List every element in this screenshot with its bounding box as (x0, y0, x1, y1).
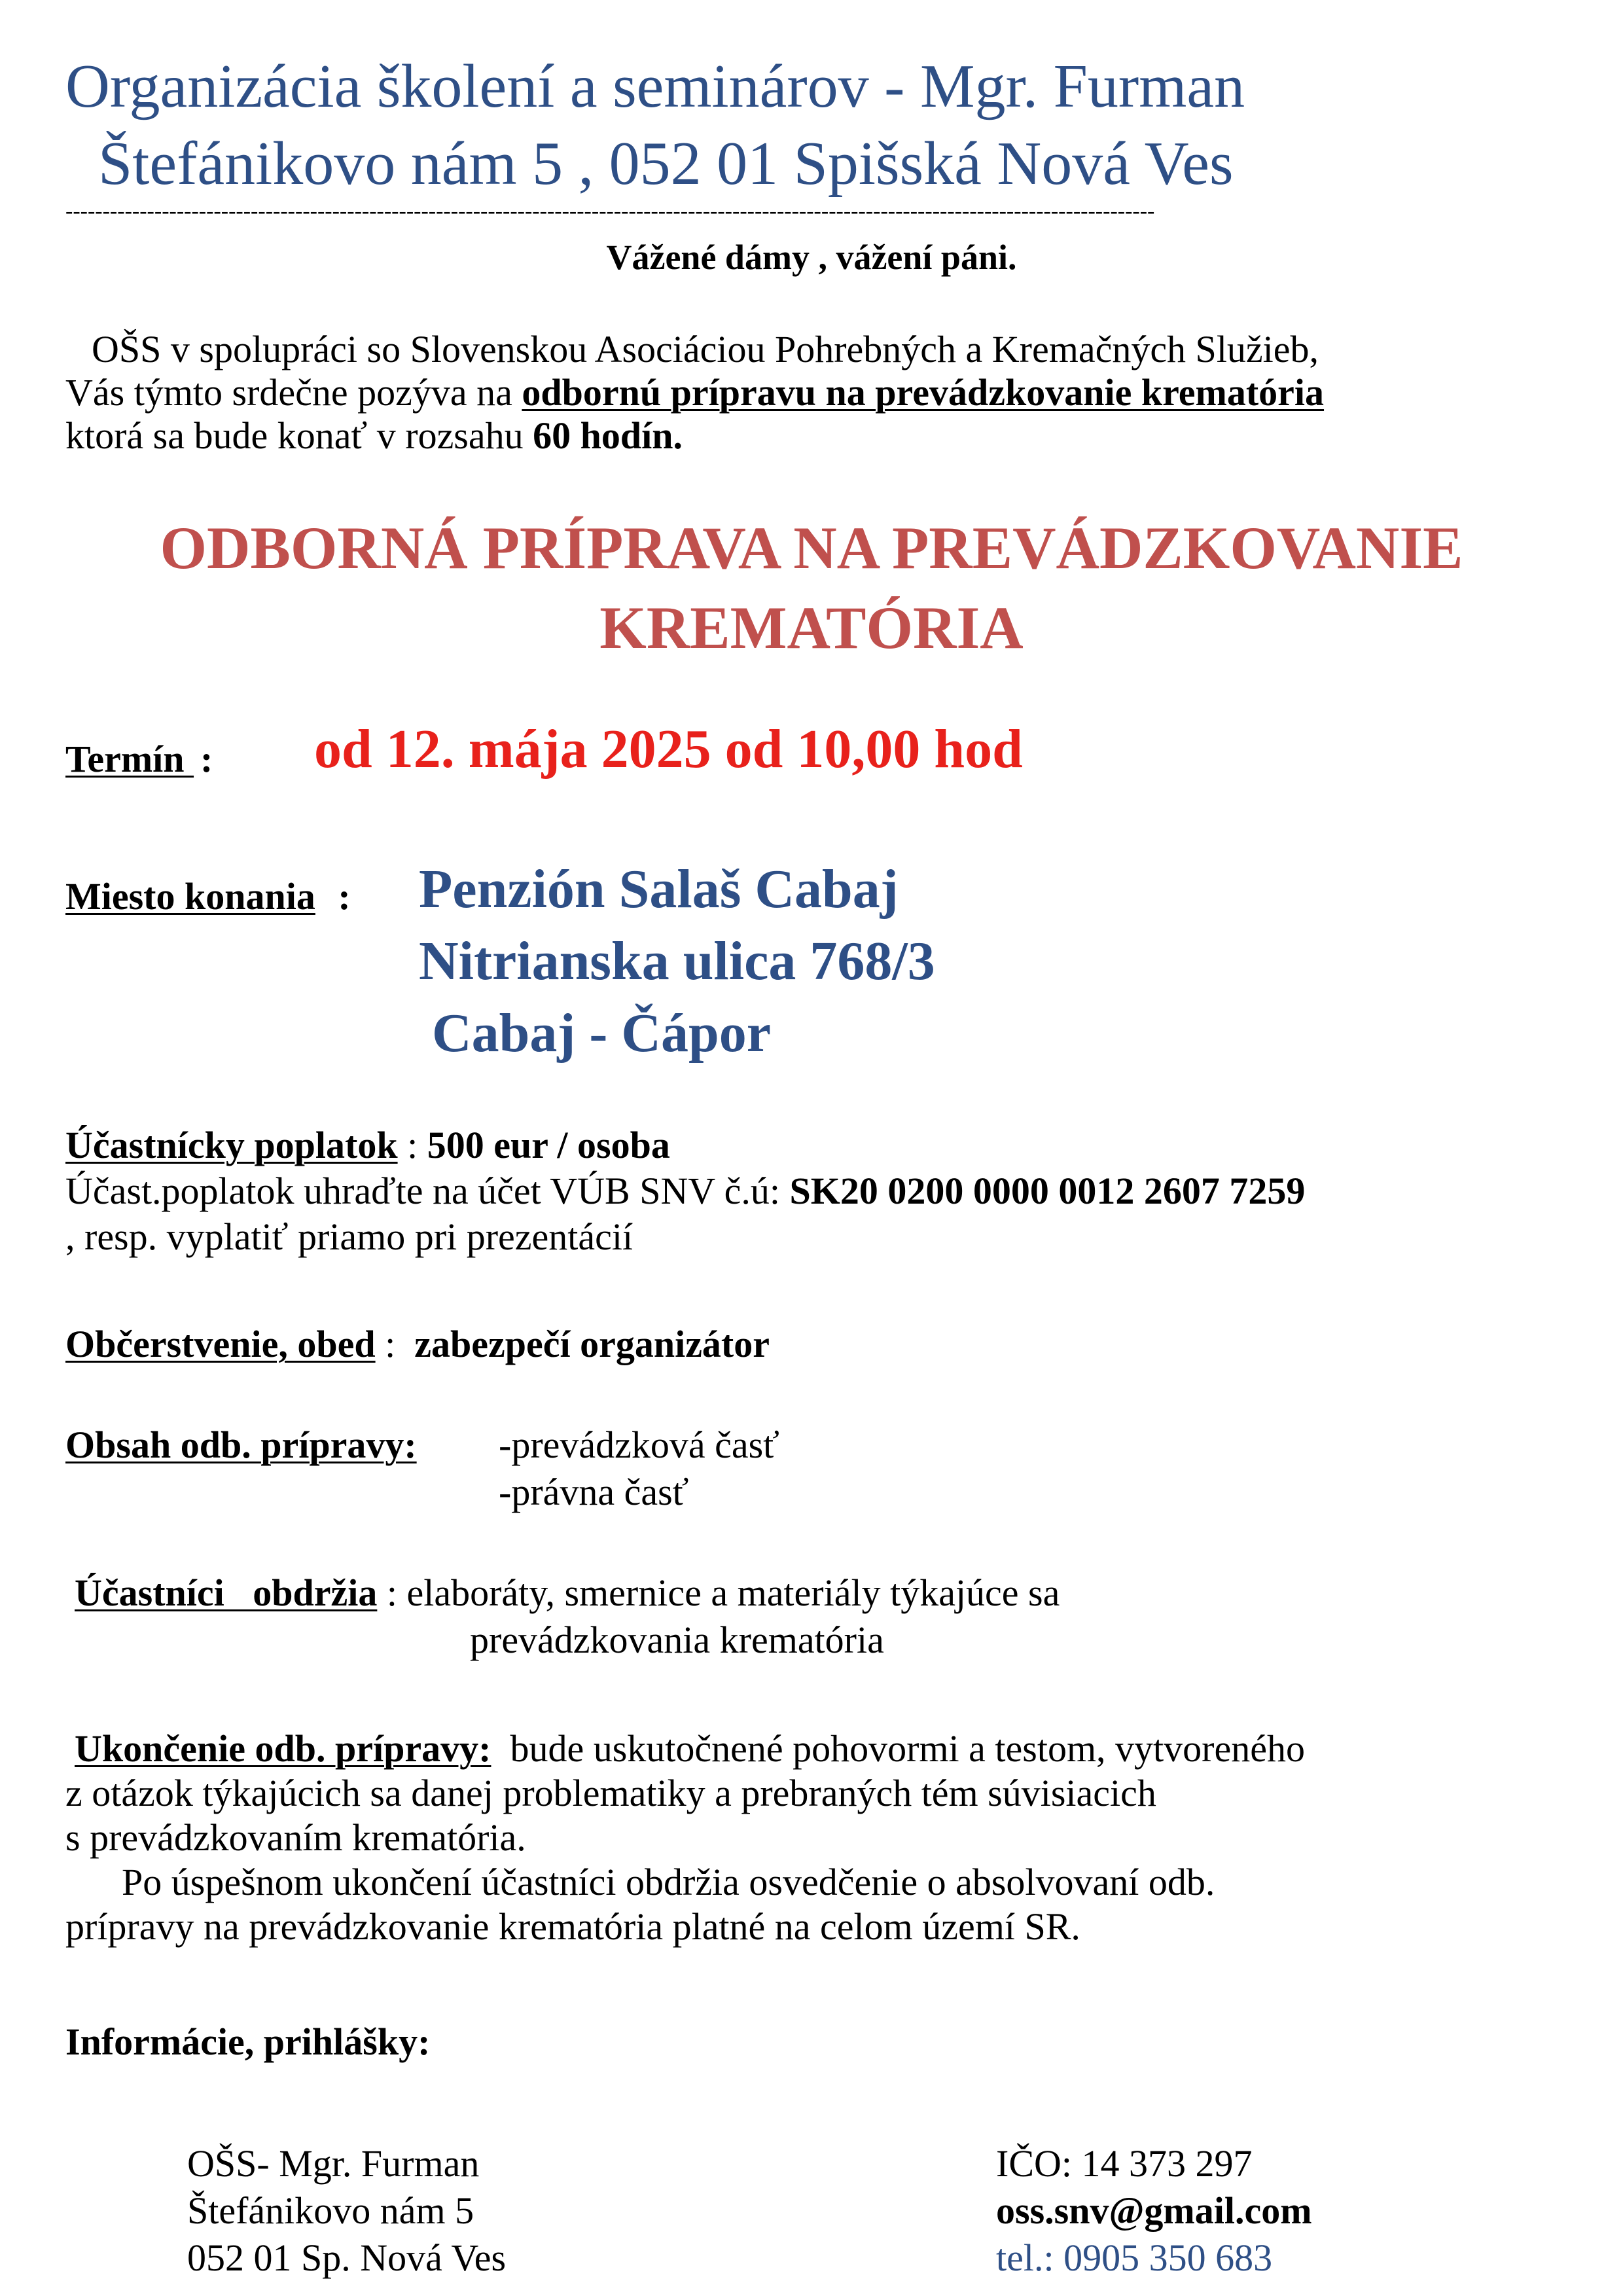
completion-line-1: bude uskutočnené pohovormi a testom, vytvoreného (491, 1727, 1305, 1770)
intro-hours: 60 hodín. (533, 414, 683, 457)
completion-line-3: s prevádzkovaním krematória. (65, 1816, 526, 1859)
fee-separator: : (397, 1124, 427, 1166)
info-city: 052 01 Sp. Nová Ves (187, 2236, 507, 2279)
term-colon: : (200, 738, 213, 780)
header-divider: --------------------------------------------------------------------------------------------------------------------------------------------------- (65, 199, 1155, 223)
info-org: OŠS- Mgr. Furman (187, 2142, 480, 2185)
fee-iban: SK20 0200 0000 0012 2607 7259 (789, 1170, 1306, 1212)
venue-colon: : (338, 875, 351, 918)
refreshment-row (65, 1322, 770, 1366)
intro-line-3-text: ktorá sa bude konať v rozsahu (65, 414, 533, 457)
venue-label: Miesto konania (65, 875, 315, 918)
term-value: od 12. mája 2025 od 10,00 hod (314, 719, 1023, 780)
fee-label: Účastnícky poplatok (65, 1124, 398, 1166)
venue-line-1: Penzión Salaš Cabaj (419, 859, 899, 920)
header-line-1: Organizácia školení a seminárov - Mgr. Furman (65, 52, 1245, 120)
fee-payment-text: Účast.poplatok uhraďte na účet VÚB SNV č.ú: (65, 1170, 790, 1212)
receive-label: Účastníci obdržia (75, 1571, 378, 1614)
intro-line-1: OŠS v spolupráci so Slovenskou Asociáciou Pohrebných a Kremačných Služieb, (92, 328, 1319, 370)
info-phone[interactable]: tel.: 0905 350 683 (996, 2236, 1273, 2279)
content-item-1: -prevádzková časť (499, 1424, 779, 1466)
venue-line-3: Cabaj - Čápor (432, 1003, 771, 1064)
term-label-row (65, 737, 213, 781)
main-title-line-2: KREMATÓRIA (599, 594, 1024, 661)
fee-payment-suffix: , resp. vyplatiť priamo pri prezentácií (65, 1215, 633, 1258)
fee-row (65, 1123, 670, 1167)
term-label: Termín (65, 738, 194, 780)
completion-row (75, 1727, 1305, 1770)
info-ico: IČO: 14 373 297 (996, 2142, 1253, 2185)
intro-line-3 (65, 414, 683, 457)
info-street: Štefánikovo nám 5 (187, 2189, 474, 2232)
content-label: Obsah odb. prípravy: (65, 1424, 417, 1466)
main-title-line-1: ODBORNÁ PRÍPRAVA NA PREVÁDZKOVANIE (160, 514, 1463, 581)
completion-line-2: z otázok týkajúcich sa danej problematiky a prebraných tém súvisiacich (65, 1772, 1156, 1814)
refreshment-label: Občerstvenie, obed (65, 1323, 376, 1365)
intro-line-2 (65, 370, 1324, 414)
info-heading: Informácie, prihlášky: (65, 2020, 431, 2063)
intro-course-name: odbornú prípravu na prevádzkovanie krematória (522, 371, 1325, 414)
info-email[interactable]: oss.snv@gmail.com (996, 2189, 1312, 2232)
salutation: Vážené dámy , vážení páni. (606, 238, 1017, 277)
intro-line-2-text: Vás týmto srdečne pozýva na (65, 371, 522, 414)
venue-line-2: Nitrianska ulica 768/3 (419, 931, 935, 992)
receive-line-2: prevádzkovania krematória (470, 1619, 884, 1661)
refreshment-value: zabezpečí organizátor (414, 1323, 770, 1365)
completion-line-4: Po úspešnom ukončení účastníci obdržia osvedčenie o absolvovaní odb. (122, 1861, 1215, 1903)
venue-label-row (65, 874, 351, 918)
header-line-2: Štefánikovo nám 5 , 052 01 Spišská Nová Ves (98, 130, 1234, 198)
receive-row (75, 1571, 1060, 1615)
content-item-2: -právna časť (499, 1471, 689, 1513)
receive-separator: : (377, 1571, 407, 1614)
fee-payment-row (65, 1169, 1305, 1213)
fee-value: 500 eur / osoba (427, 1124, 670, 1166)
completion-label: Ukončenie odb. prípravy: (75, 1727, 491, 1770)
completion-line-5: prípravy na prevádzkovanie krematória platné na celom území SR. (65, 1905, 1080, 1948)
refreshment-separator: : (375, 1323, 415, 1365)
receive-line-1: elaboráty, smernice a materiály týkajúce sa (406, 1571, 1060, 1614)
